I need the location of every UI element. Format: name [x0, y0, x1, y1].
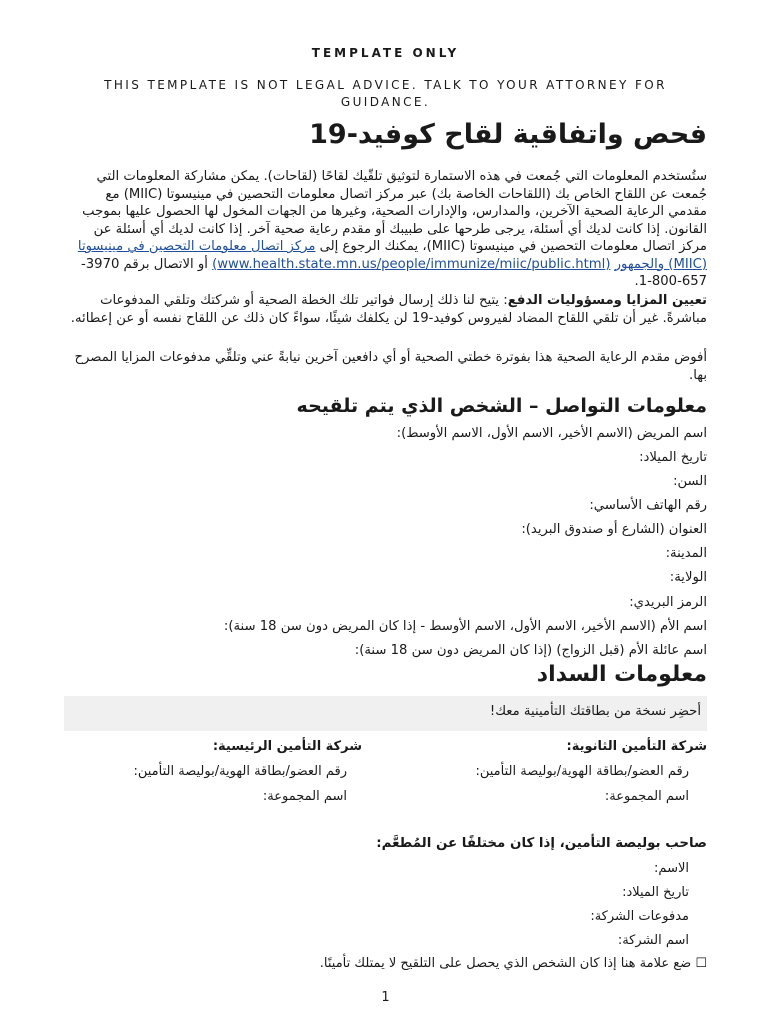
secondary-group-field[interactable]: اسم المجموعة: — [604, 789, 689, 804]
no-insurance-checkbox[interactable]: ☐ — [695, 956, 707, 971]
mother-maiden-name-field[interactable]: اسم عائلة الأم (قبل الزواج) (إذا كان المريض دون سن 18 سنة): — [354, 643, 707, 658]
authorization-paragraph: أفوض مقدم الرعاية الصحية هذا بفوترة خطتي الصحية أو أي دافعين آخرين نيابةً عني وتلقِّي مدفوعات المزايا المصرح بها. — [74, 350, 707, 383]
zip-code-field[interactable]: الرمز البريدي: — [629, 595, 707, 610]
page-number: 1 — [381, 990, 390, 1005]
city-field[interactable]: المدينة: — [665, 546, 707, 561]
patient-name-field[interactable]: اسم المريض (الاسم الأخير، الاسم الأول، الاسم الأوسط): — [396, 426, 707, 441]
template-only-label: TEMPLATE ONLY — [311, 46, 460, 60]
miic-public-link[interactable]: مركز اتصال معلومات التحصين في مينيسوتا (MIIC) والجمهور — [77, 239, 707, 272]
insurance-card-banner — [64, 696, 707, 731]
primary-member-id-field[interactable]: رقم العضو/بطاقة الهوية/بوليصة التأمين: — [133, 764, 347, 779]
legal-notice: THIS TEMPLATE IS NOT LEGAL ADVICE. TALK TO YOUR ATTORNEY FOR GUIDANCE. — [104, 78, 667, 109]
state-field[interactable]: الولاية: — [669, 570, 707, 585]
age-field[interactable]: السن: — [673, 474, 707, 489]
holder-employer-payments-field[interactable]: مدفوعات الشركة: — [590, 909, 689, 924]
holder-employer-name-field[interactable]: اسم الشركة: — [617, 933, 689, 948]
holder-name-field[interactable]: الاسم: — [654, 861, 689, 876]
intro-text: ستُستخدم المعلومات التي جُمعت في هذه الاستمارة لتوثيق تلقّيك لقاحًا (لقاحات). يمكن مشاركة المعلومات التي جُمعت عن اللقاح الخاص بك (اللقاحات الخاصة بك) عبر مركز اتصال معلومات التحصين في مينيسوتا (MIIC) مع مقدمي الرعاية الصحية الآخرين، والمدارس، والإدارات الصحية، وغيرها من الجهات المخول لها الحصول عليها بموجب القانون. إذا كانت لديك أي أسئلة، يرجى طرحها على طبيبك أو مقدم رعاية صحية آخر. إذا كانت لديك أي أسئلة عن مركز اتصال معلومات التحصين في مينيسوتا (MIIC)، يمكنك الرجوع إلى — [82, 169, 707, 254]
birth-date-field[interactable]: تاريخ الميلاد: — [639, 450, 707, 465]
no-insurance-label: ضع علامة هنا إذا كان الشخص الذي يحصل على التلقيح لا يمتلك تأمينًا. — [319, 956, 692, 971]
primary-insurer-label: شركة التأمين الرئيسية: — [212, 739, 362, 754]
no-insurance-row — [64, 956, 707, 971]
primary-phone-field[interactable]: رقم الهاتف الأساسي: — [589, 498, 707, 513]
secondary-insurer-label: شركة التأمين الثانوية: — [566, 739, 707, 754]
holder-birth-date-field[interactable]: تاريخ الميلاد: — [622, 885, 689, 900]
document-page — [64, 0, 707, 1024]
mother-name-field[interactable]: اسم الأم (الاسم الأخير، الاسم الأول، الاسم الأوسط - إذا كان المريض دون سن 18 سنة): — [223, 619, 707, 634]
payment-responsibility-paragraph — [64, 292, 707, 327]
intro-phone-text: أو الاتصال برقم 3970-657-800-1. — [81, 256, 707, 289]
payment-responsibility-text: : يتيح لنا ذلك إرسال فواتير تلك الخطة الصحية أو شركتك وتلقي المدفوعات مباشرةً. غير أن تلقي اللقاح المضاد لفيروس كوفيد-19 لن يكلفك شيئًا، سواءً كان ذلك عن اللقاح نفسه أو عن إعطائه. — [70, 293, 707, 326]
insurance-card-reminder: أحضِر نسخة من بطاقتك التأمينية معك! — [489, 704, 701, 719]
payment-responsibility-heading: تعيين المزايا ومسؤوليات الدفع — [507, 293, 707, 308]
primary-group-field[interactable]: اسم المجموعة: — [262, 789, 347, 804]
policy-holder-heading: صاحب بوليصة التأمين، إذا كان مختلفًا عن المُطعَّم: — [376, 836, 707, 851]
miic-url-link[interactable]: (www.health.state.mn.us/people/immunize/miic/public.html) — [212, 256, 611, 272]
payment-section-heading: معلومات السداد — [536, 662, 707, 687]
secondary-member-id-field[interactable]: رقم العضو/بطاقة الهوية/بوليصة التأمين: — [475, 764, 689, 779]
contact-section-heading: معلومات التواصل – الشخص الذي يتم تلقيحه — [296, 395, 707, 417]
page-title: فحص واتفاقية لقاح كوفيد-19 — [309, 119, 707, 150]
intro-paragraph — [64, 168, 707, 291]
address-field[interactable]: العنوان (الشارع أو صندوق البريد): — [521, 522, 707, 537]
